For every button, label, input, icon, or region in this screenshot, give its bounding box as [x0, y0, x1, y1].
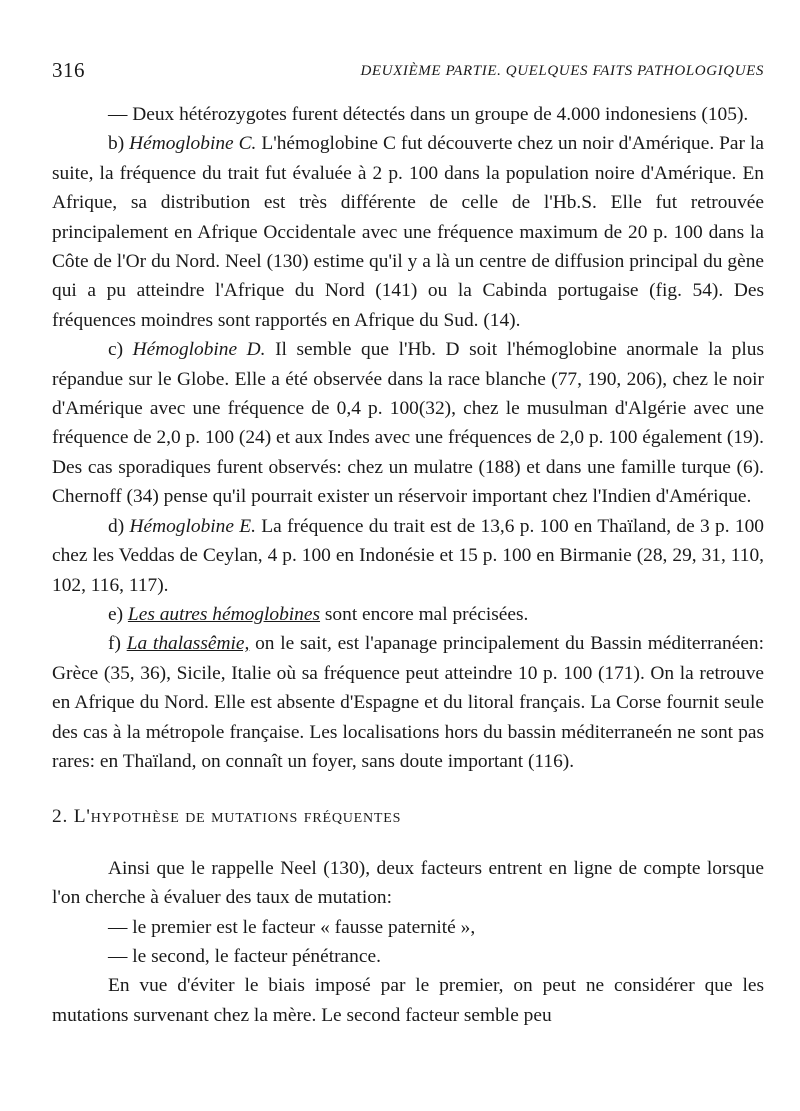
paragraph-text: Il semble que l'Hb. D soit l'hémoglobine anormale la plus répandue sur le Globe. Elle a été observée dans la race blanche (77, 190, 206), chez le noir d'Amérique avec une fréquence de 0,4 p. 100(32), chez le musulman d'Algérie avec une fréquence de 2,0 p. 100 (24) et aux Indes avec une fréquences de 2,0 p. 100 également (19). Des cas sporadiques furent observés: chez un mulatre (188) et dans une famille turque (6). Chernoff (34) pense qu'il pourrait exister un réservoir important chez l'Indien d'Amérique.	[52, 339, 764, 508]
page-header	[52, 58, 764, 88]
item-title: Hémoglobine E.	[129, 515, 256, 537]
running-head: DEUXIÈME PARTIE. QUELQUES FAITS PATHOLOGIQUES	[360, 63, 764, 79]
paragraph-thalassemia	[52, 629, 764, 776]
item-letter: d)	[108, 515, 130, 537]
paragraph-hemoglobin-c	[52, 129, 764, 335]
item-letter: e)	[108, 603, 128, 625]
paragraph-text: — Deux hétérozygotes furent détectés dans un groupe de 4.000 indonesiens (105).	[108, 104, 749, 125]
paragraph-text: L'hémoglobine C fut découverte chez un noir d'Amérique. Par la suite, la fréquence du trait fut évaluée à 2 p. 100 dans la population noire d'Amérique. En Afrique, sa distribution est très différente de celle de l'Hb.S. Elle fut retrouvée principalement en Afrique Occidentale avec une fréquence maximum de 20 p. 100 dans la Côte de l'Or du Nord. Neel (130) estime qu'il y a là un centre de diffusion principal du gène qui a pu atteindre l'Afrique du Nord (141) ou la Cabinda portugaise (fig. 54). Des fréquences moindres sont rapportés en Afrique du Sud. (14).	[52, 133, 764, 331]
paragraph-hetero-indonesia	[52, 100, 764, 129]
item-title: Hémoglobine C.	[129, 133, 257, 155]
paragraph-hemoglobin-e	[52, 512, 764, 600]
list-item-penetrance: — le second, le facteur pénétrance.	[108, 945, 381, 967]
paragraph-hemoglobin-d	[52, 335, 764, 511]
body-text	[52, 100, 764, 1030]
paragraph-text: sont encore mal précisées.	[320, 603, 529, 625]
paragraph-mutations-mother: En vue d'éviter le biais imposé par le premier, on peut ne considérer que les mutations survenant chez la mère. Le second facteur semble peu	[52, 975, 764, 1026]
item-letter: f)	[108, 633, 127, 655]
item-letter: c)	[108, 339, 133, 361]
paragraph-neel-factors: Ainsi que le rappelle Neel (130), deux facteurs entrent en ligne de compte lorsque l'on cherche à évaluer des taux de mutation:	[52, 857, 764, 909]
list-item-paternity: — le premier est le facteur « fausse paternité »,	[108, 916, 476, 938]
item-title: Hémoglobine D.	[132, 339, 266, 361]
section-heading: 2. L'hypothèse de mutations fréquentes	[52, 806, 402, 828]
page-number: 316	[52, 58, 85, 82]
paragraph-text: La fréquence du trait est de 13,6 p. 100 en Thaïland, de 3 p. 100 chez les Veddas de Ceylan, 4 p. 100 en Indonésie et 15 p. 100 en Birmanie (28, 29, 31, 110, 102, 116, 117).	[52, 515, 764, 596]
paragraph-text: on le sait, est l'apanage principalement du Bassin méditerranéen: Grèce (35, 36), Sicile, Italie où sa fréquence peut atteindre 10 p. 100 (171). On la retrouve en Afrique du Nord. Elle est absente d'Espagne et du litoral français. La Corse fournit seule des cas à la métropole française. Les localisations hors du bassin méditerraneén ne sont pas rares: en Thaïland, on connaît un foyer, sans doute important (116).	[52, 633, 765, 772]
item-title: La thalassêmie,	[126, 633, 250, 655]
item-letter: b)	[108, 133, 130, 155]
item-title: Les autres hémoglobines	[127, 603, 321, 625]
paragraph-other-hemoglobins	[52, 600, 764, 629]
